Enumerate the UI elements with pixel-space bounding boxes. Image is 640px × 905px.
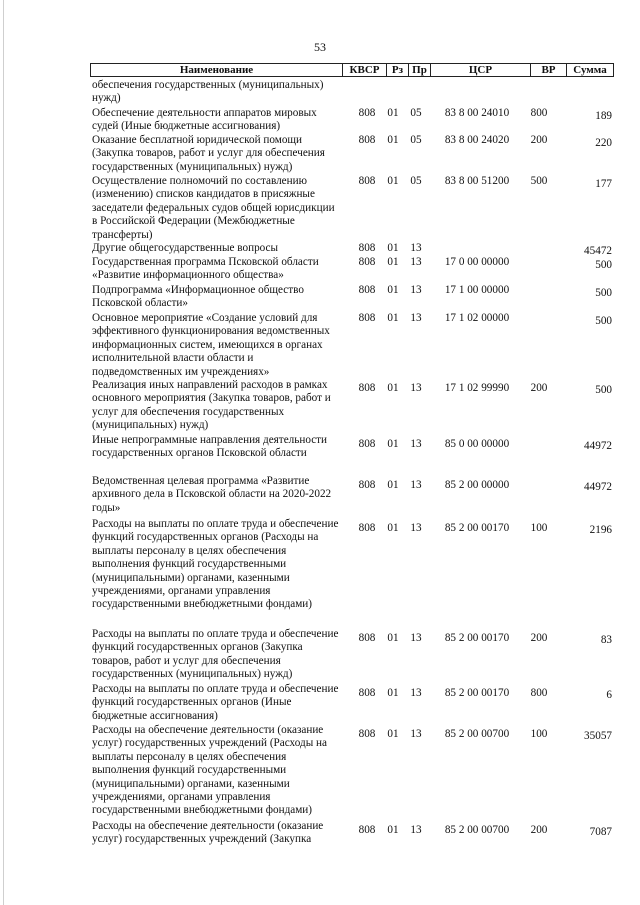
row-rz: 01 xyxy=(387,107,399,119)
row-vr: 100 xyxy=(530,728,548,740)
header-rz: Рз xyxy=(387,64,409,76)
row-pr: 13 xyxy=(410,312,422,324)
row-name: Расходы на обеспечение деятельности (оказание услуг) государственных учреждений (Закупка xyxy=(92,820,324,846)
row-pr: 13 xyxy=(410,284,422,296)
row-kvsr: 808 xyxy=(358,522,376,534)
scan-edge-line xyxy=(3,0,4,905)
row-rz: 01 xyxy=(387,256,399,268)
row-pr: 13 xyxy=(410,382,422,394)
row-sum: 500 xyxy=(595,259,612,271)
row-rz: 01 xyxy=(387,134,399,146)
row-csr: 83 8 00 51200 xyxy=(444,175,510,187)
row-sum: 7087 xyxy=(589,826,612,838)
row-sum: 500 xyxy=(595,384,612,396)
row-sum: 2196 xyxy=(589,524,612,536)
row-kvsr: 808 xyxy=(358,242,376,254)
row-name: Подпрограмма «Информационное общество Псковской области» xyxy=(92,284,304,310)
table-header xyxy=(90,63,614,77)
row-kvsr: 808 xyxy=(358,107,376,119)
row-name: Расходы на выплаты по оплате труда и обеспечение функций государственных органов (Закупка товаров, работ и услуг для обеспечения государственных (муниципальных) нужд) xyxy=(92,628,339,681)
row-pr: 13 xyxy=(410,824,422,836)
row-pr: 05 xyxy=(410,175,422,187)
row-name: Другие общегосударственные вопросы xyxy=(92,242,279,254)
row-csr: 85 2 00 00700 xyxy=(444,824,510,836)
row-rz: 01 xyxy=(387,479,399,491)
row-rz: 01 xyxy=(387,687,399,699)
row-name: Расходы на обеспечение деятельности (оказание услуг) государственных учреждений (Расходы на выплаты персоналу в целях обеспечения выполнения функций государственными (муниципальными) органами, казенными учреждениями, органами управления государственными внебюджетными фондами) xyxy=(92,724,327,817)
row-rz: 01 xyxy=(387,284,399,296)
row-sum: 35057 xyxy=(584,730,612,742)
header-name: Наименование xyxy=(91,64,343,76)
row-sum: 189 xyxy=(595,110,612,122)
row-rz: 01 xyxy=(387,824,399,836)
row-pr: 13 xyxy=(410,438,422,450)
header-sum: Сумма xyxy=(573,64,607,76)
row-vr: 100 xyxy=(530,522,548,534)
row-rz: 01 xyxy=(387,728,399,740)
row-csr: 83 8 00 24010 xyxy=(444,107,510,119)
row-name: Ведомственная целевая программа «Развитие архивного дела в Псковской области на 2020-2022 годы» xyxy=(92,475,332,514)
row-csr: 17 1 02 00000 xyxy=(444,312,510,324)
row-pr: 13 xyxy=(410,242,422,254)
row-kvsr: 808 xyxy=(358,632,376,644)
row-name: обеспечения государственных (муниципальных) нужд) xyxy=(92,79,324,105)
row-name: Основное мероприятие «Создание условий для эффективного функционирования ведомственных информационных систем, имеющихся в органах исполнительной власти области и подведомственных им учреждениях» xyxy=(92,312,330,378)
row-sum: 45472 xyxy=(584,245,612,257)
row-kvsr: 808 xyxy=(358,438,376,450)
row-kvsr: 808 xyxy=(358,175,376,187)
row-kvsr: 808 xyxy=(358,134,376,146)
row-pr: 13 xyxy=(410,728,422,740)
row-csr: 85 0 00 00000 xyxy=(444,438,510,450)
row-name: Иные непрограммные направления деятельности государственных органов Псковской области xyxy=(92,434,328,460)
row-rz: 01 xyxy=(387,438,399,450)
row-csr: 17 1 00 00000 xyxy=(444,284,510,296)
row-kvsr: 808 xyxy=(358,479,376,491)
header-csr: ЦСР xyxy=(431,64,531,76)
row-vr: 200 xyxy=(530,382,548,394)
page-number: 53 xyxy=(314,40,326,54)
row-sum: 500 xyxy=(595,287,612,299)
row-pr: 13 xyxy=(410,522,422,534)
row-pr: 05 xyxy=(410,134,422,146)
row-pr: 13 xyxy=(410,256,422,268)
row-vr: 800 xyxy=(530,687,548,699)
row-csr: 85 2 00 00000 xyxy=(444,479,510,491)
row-kvsr: 808 xyxy=(358,824,376,836)
row-rz: 01 xyxy=(387,632,399,644)
row-vr: 200 xyxy=(530,632,548,644)
row-vr: 200 xyxy=(530,134,548,146)
row-kvsr: 808 xyxy=(358,382,376,394)
row-kvsr: 808 xyxy=(358,728,376,740)
row-name: Осуществление полномочий по составлению (изменению) списков кандидатов в присяжные заседатели федеральных судов общей юрисдикции в Российской Федерации (Межбюджетные трансферты) xyxy=(92,175,335,241)
header-kvsr: КВСР xyxy=(343,64,387,76)
row-csr: 85 2 00 00170 xyxy=(444,522,510,534)
row-pr: 13 xyxy=(410,632,422,644)
row-sum: 44972 xyxy=(584,440,612,452)
row-name: Реализация иных направлений расходов в рамках основного мероприятия (Закупка товаров, работ и услуг для обеспечения государственных (муниципальных) нужд) xyxy=(92,379,331,432)
row-vr: 200 xyxy=(530,824,548,836)
row-sum: 500 xyxy=(595,315,612,327)
row-name: Государственная программа Псковской области «Развитие информационного общества» xyxy=(92,256,319,282)
row-kvsr: 808 xyxy=(358,312,376,324)
row-kvsr: 808 xyxy=(358,687,376,699)
row-csr: 83 8 00 24020 xyxy=(444,134,510,146)
row-csr: 17 0 00 00000 xyxy=(444,256,510,268)
row-sum: 220 xyxy=(595,137,612,149)
row-csr: 85 2 00 00170 xyxy=(444,687,510,699)
row-sum: 177 xyxy=(595,178,612,190)
row-csr: 85 2 00 00700 xyxy=(444,728,510,740)
row-kvsr: 808 xyxy=(358,284,376,296)
row-name: Оказание бесплатной юридической помощи (Закупка товаров, работ и услуг для обеспечения государственных (муниципальных) нужд) xyxy=(92,134,325,173)
row-rz: 01 xyxy=(387,175,399,187)
row-vr: 800 xyxy=(530,107,548,119)
row-vr: 500 xyxy=(530,175,548,187)
row-kvsr: 808 xyxy=(358,256,376,268)
row-rz: 01 xyxy=(387,382,399,394)
row-pr: 05 xyxy=(410,107,422,119)
row-sum: 6 xyxy=(606,689,612,701)
row-rz: 01 xyxy=(387,522,399,534)
row-pr: 13 xyxy=(410,687,422,699)
row-csr: 17 1 02 99990 xyxy=(444,382,510,394)
row-sum: 44972 xyxy=(584,481,612,493)
header-vr: ВР xyxy=(531,64,567,76)
header-pr: Пр xyxy=(409,64,431,76)
row-name: Расходы на выплаты по оплате труда и обеспечение функций государственных органов (Иные бюджетные ассигнования) xyxy=(92,683,339,722)
row-name: Расходы на выплаты по оплате труда и обеспечение функций государственных органов (Расходы на выплаты персоналу в целях обеспечения выполнения функций государственными (муниципальными) органами, казенными учреждениями, органами управления государственными внебюджетными фондами) xyxy=(92,518,339,611)
row-rz: 01 xyxy=(387,242,399,254)
row-sum: 83 xyxy=(600,634,612,646)
row-name: Обеспечение деятельности аппаратов мировых судей (Иные бюджетные ассигнования) xyxy=(92,107,317,133)
row-csr: 85 2 00 00170 xyxy=(444,632,510,644)
row-rz: 01 xyxy=(387,312,399,324)
row-pr: 13 xyxy=(410,479,422,491)
